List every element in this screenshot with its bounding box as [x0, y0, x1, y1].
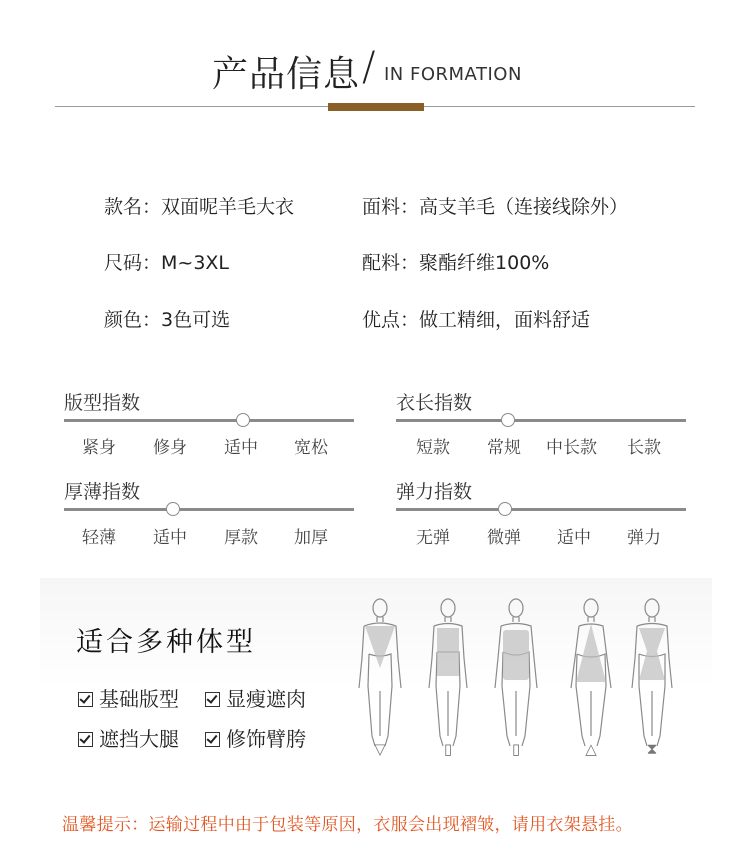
- page-subtitle: IN FORMATION: [384, 64, 522, 85]
- spec-value: 聚酯纤维100%: [419, 252, 550, 274]
- spec-color: [104, 305, 230, 332]
- hourglass-icon: ⧗: [646, 740, 658, 758]
- index-option: 加厚: [294, 528, 328, 548]
- feature-item: [78, 723, 179, 752]
- index-option: 轻薄: [82, 528, 116, 548]
- spec-size: [104, 248, 229, 275]
- feature-item: [205, 723, 306, 752]
- index-knob-thickness: [166, 502, 180, 516]
- index-option: 长款: [627, 438, 661, 458]
- care-tip: 温馨提示：运输过程中由于包装等原因，衣服会出现褶皱，请用衣架悬挂。: [62, 815, 633, 835]
- title-slash: /: [362, 44, 376, 90]
- spec-label: 尺码：: [104, 252, 162, 274]
- spec-advantage: [362, 305, 590, 332]
- feature-label: 修饰臂胯: [226, 727, 306, 751]
- body-type-title: 适合多种体型: [76, 627, 256, 658]
- inverted-triangle-icon: ▽: [374, 740, 386, 758]
- index-track-fit: [64, 419, 354, 422]
- spec-style-name: [104, 192, 294, 219]
- body-figure-triangle-icon: [566, 596, 616, 756]
- index-option: 常规: [487, 438, 521, 458]
- spec-label: 配料：: [362, 252, 420, 274]
- checkbox-icon: [205, 692, 220, 707]
- body-figure-round-icon: [491, 596, 541, 756]
- checkbox-icon: [205, 732, 220, 747]
- index-option: 适中: [153, 528, 187, 548]
- spec-value: 做工精细，面料舒适: [419, 309, 591, 331]
- checkbox-icon: [78, 692, 93, 707]
- index-option: 厚款: [224, 528, 258, 548]
- index-option: 紧身: [82, 438, 116, 458]
- spec-value: 高支羊毛（连接线除外）: [419, 196, 629, 218]
- index-title-fit: 版型指数: [64, 392, 141, 414]
- index-track-length: [396, 419, 686, 422]
- body-figure-inverted-triangle-icon: [355, 596, 405, 756]
- feature-item: [78, 683, 179, 712]
- spec-label: 颜色：: [104, 309, 162, 331]
- index-option: 弹力: [627, 528, 661, 548]
- rectangle-icon: ▯: [443, 740, 453, 758]
- index-knob-length: [501, 413, 515, 427]
- triangle-icon: △: [585, 740, 597, 758]
- index-option: 修身: [153, 438, 187, 458]
- index-knob-fit: [236, 413, 250, 427]
- spec-value: M~3XL: [161, 252, 230, 274]
- index-title-length: 衣长指数: [396, 392, 473, 414]
- body-figure-rectangle-icon: [423, 596, 473, 756]
- body-figure-hourglass-icon: [627, 596, 677, 756]
- checkbox-icon: [78, 732, 93, 747]
- spec-label: 优点：: [362, 309, 420, 331]
- index-track-elasticity: [396, 508, 686, 511]
- index-title-elasticity: 弹力指数: [396, 481, 473, 503]
- index-option: 微弹: [487, 528, 521, 548]
- index-option: 中长款: [546, 438, 597, 458]
- index-option: 适中: [224, 438, 258, 458]
- header-accent-bar: [328, 103, 424, 111]
- spec-value: 3色可选: [161, 309, 231, 331]
- feature-label: 遮挡大腿: [99, 727, 179, 751]
- index-option: 短款: [416, 438, 450, 458]
- spec-label: 款名：: [104, 196, 162, 218]
- index-title-thickness: 厚薄指数: [64, 481, 141, 503]
- index-option: 无弹: [416, 528, 450, 548]
- feature-label: 基础版型: [99, 687, 179, 711]
- page-title: 产品信息: [212, 54, 361, 95]
- spec-label: 面料：: [362, 196, 420, 218]
- index-option: 宽松: [294, 438, 328, 458]
- spec-fabric: [362, 192, 628, 219]
- spec-value: 双面呢羊毛大衣: [161, 196, 295, 218]
- feature-label: 显瘦遮肉: [226, 687, 306, 711]
- index-option: 适中: [557, 528, 591, 548]
- round-rectangle-icon: ▯: [511, 740, 521, 758]
- spec-trim: [362, 248, 549, 275]
- index-knob-elasticity: [498, 502, 512, 516]
- feature-item: [205, 683, 306, 712]
- index-track-thickness: [64, 508, 354, 511]
